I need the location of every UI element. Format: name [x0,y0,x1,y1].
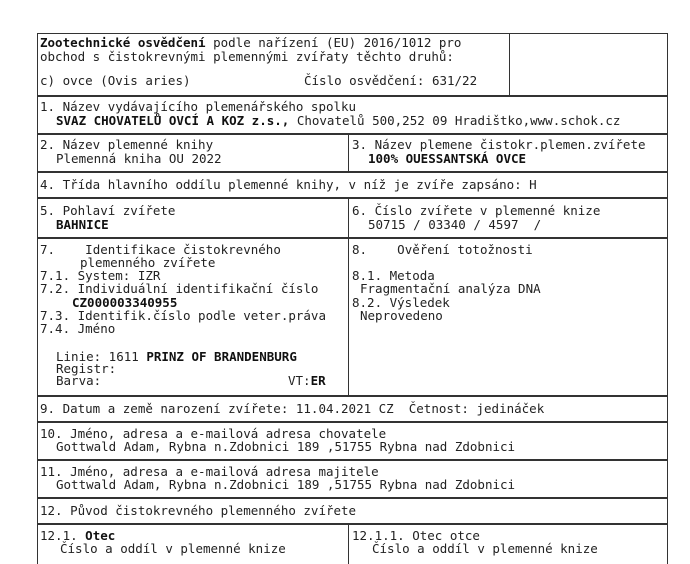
doc-title: Zootechnické osvědčení [40,35,206,50]
section-12 [37,498,668,524]
id-number: CZ000003340955 [72,295,178,310]
section-4 [37,172,668,198]
section-4-value: H [529,177,537,192]
sex-value: BAHNICE [56,217,109,232]
herdbook-name: Plemenná kniha OU 2022 [56,151,222,166]
sire-label: Otec [85,528,116,543]
section-8-num: 8. [352,242,368,257]
name-label: 7.4. Jméno [40,321,116,336]
result-label: 8.2. Výsledek [352,295,450,310]
method-value: Fragmentační analýza DNA [360,281,541,296]
cert-number: 631/22 [431,73,478,88]
section-11 [37,460,668,498]
birth-line: 9. Datum a země narození zvířete: 11.04.2021 CZ Četnost: jedináček [40,401,545,416]
section-5-6 [37,198,668,238]
sire-num: 12.1. [40,528,78,543]
vt-value: ER [310,373,326,388]
section-8-title: Ověření totožnosti [397,242,533,257]
section-4-label: 4. Třída hlavního oddílu plemenné knihy, v níž je zvíře zapsáno: [40,177,522,192]
section-5-label: 5. Pohlaví zvířete [40,203,176,218]
owner-value: Gottwald Adam, Rybna n.Zdobnici 189 ,51755 Rybna nad Zdobnici [56,477,516,492]
vet-id-label: 7.3. Identifik.číslo podle veter.práva [40,308,326,323]
issuer-name: SVAZ CHOVATELŮ OVCÍ A KOZ z.s., [56,113,290,128]
registry-label: Registr: [56,361,117,376]
section-7-num: 7. [40,242,56,257]
section-2-label: 2. Název plemenné knihy [40,137,214,152]
system-line: 7.1. System: IZR [40,268,161,283]
line-value: PRINZ OF BRANDENBURG [146,349,297,364]
sire-number-label: Číslo a oddíl v plemenné knize [60,541,286,556]
section-1 [37,96,668,134]
section-7-title: Identifikace čistokrevného [85,242,281,257]
section-7-title2: plemenného zvířete [80,255,216,270]
owner-label: 11. Jméno, adresa a e-mailová adresa majitele [40,464,379,479]
id-number-label: 7.2. Individuální identifikační číslo [40,281,319,296]
pedigree-label: 12. Původ čistokrevného plemenného zvířete [40,503,357,518]
line-label: Linie: 1611 [56,349,139,364]
header-block [37,33,668,96]
section-6-label: 6. Číslo zvířete v plemenné knize [352,203,601,218]
animal-number: 50715 / 03340 / 4597 / [368,217,542,232]
section-12-1 [37,524,668,564]
sire-sire-number-label: Číslo a oddíl v plemenné knize [372,541,598,556]
sire-sire-label: 12.1.1. Otec otce [352,528,480,543]
section-2-3 [37,134,668,172]
result-value: Neprovedeno [360,308,443,323]
section-3-label: 3. Název plemene čistokr.plemen.zvířete [352,137,646,152]
doc-title-rest: podle nařízení (EU) 2016/1012 pro [213,35,462,50]
section-1-label: 1. Název vydávajícího plemenářského spolku [40,99,357,114]
section-9 [37,396,668,422]
color-label: Barva: [56,373,102,388]
breed-name: 100% OUESSANTSKÁ OVCE [368,151,527,166]
doc-subtitle: obchod s čistokrevnými plemennými zvířaty těchto druhů: [40,49,454,64]
method-label: 8.1. Metoda [352,268,435,283]
vt-label: VT: [288,373,311,388]
section-10 [37,422,668,460]
issuer-address: Chovatelů 500,252 09 Hradištko,www.schok.cz [296,113,621,128]
breeder-label: 10. Jméno, adresa a e-mailová adresa chovatele [40,426,387,441]
cert-number-label: Číslo osvědčení: [304,73,425,88]
section-7-8 [37,238,668,396]
breeder-value: Gottwald Adam, Rybna n.Zdobnici 189 ,51755 Rybna nad Zdobnici [56,439,516,454]
species: c) ovce (Ovis aries) [40,73,191,88]
